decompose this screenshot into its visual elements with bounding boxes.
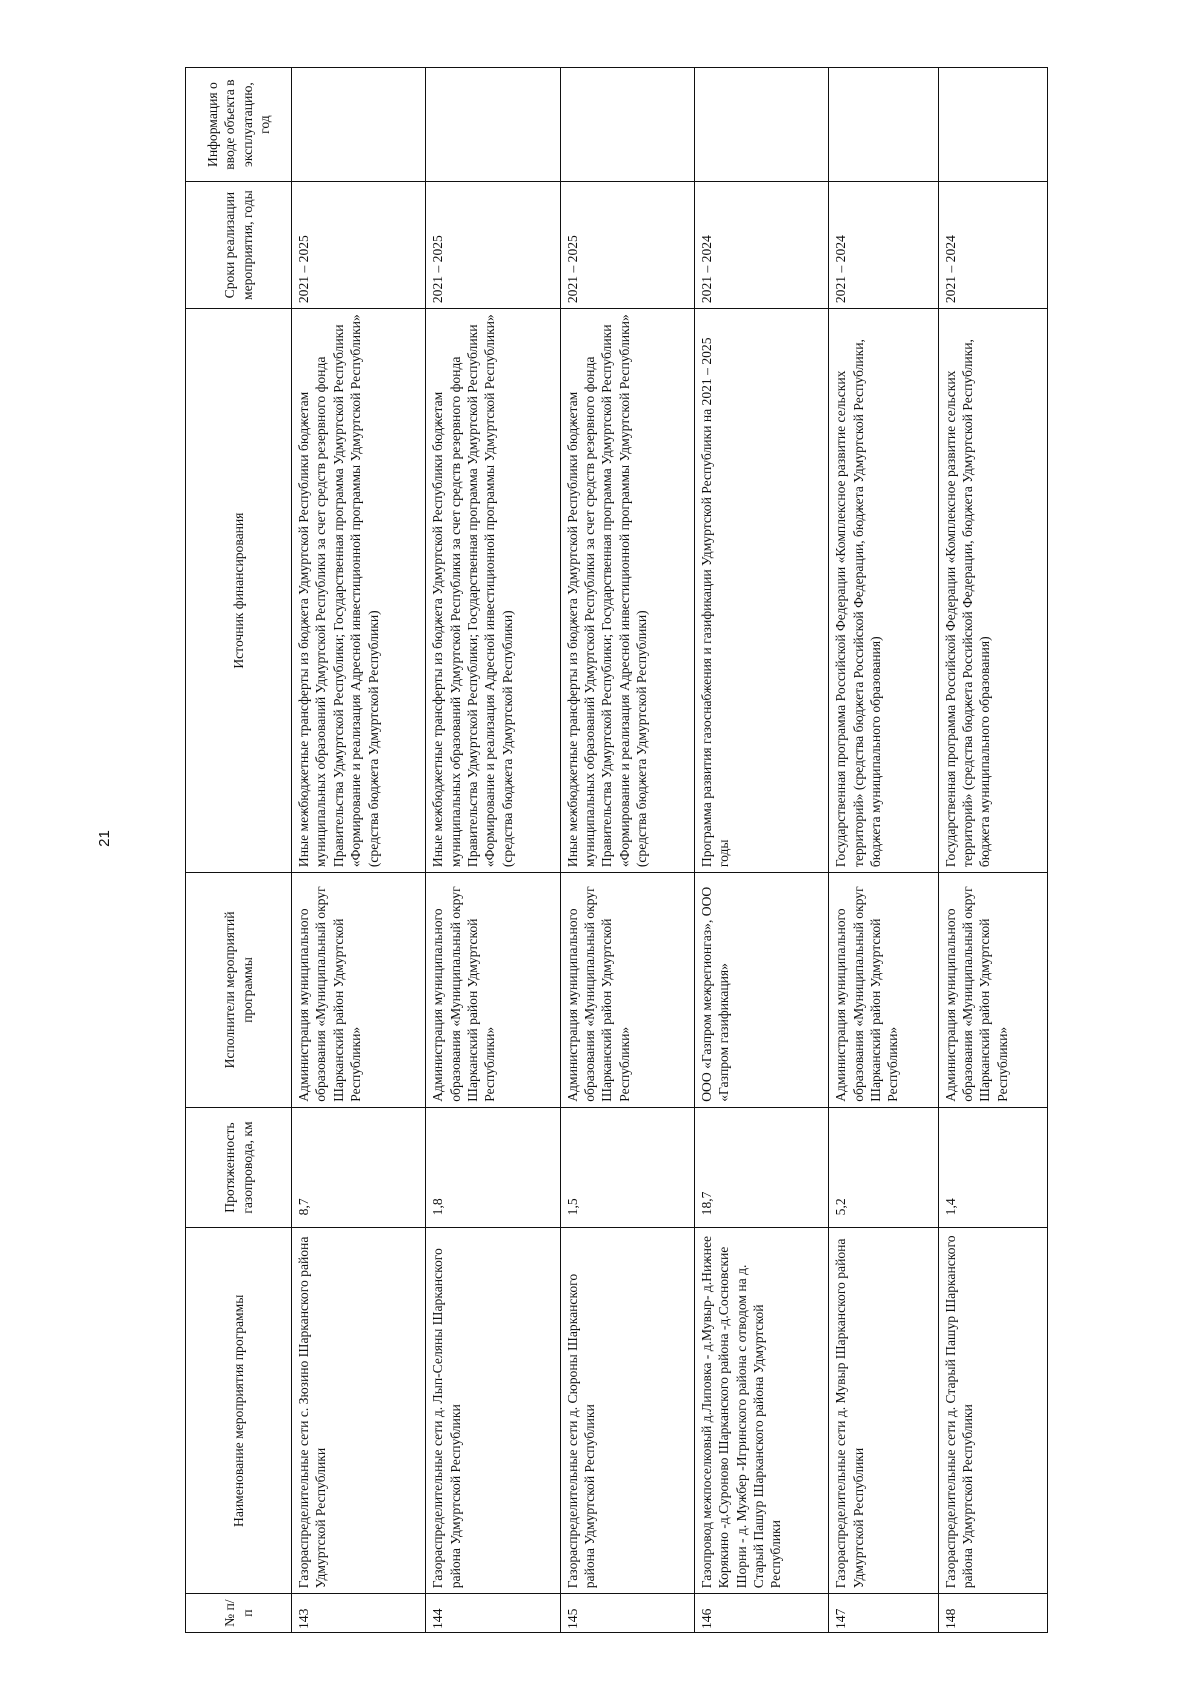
row-executors: Администрация муниципального образования «Муниципальный округ Шарканский район Удмуртской Республики» [829, 873, 938, 1108]
table-row [694, 68, 828, 1633]
table-row [426, 68, 560, 1633]
row-name: Газораспределительные сети д. Мувыр Шарканского района Удмуртской Республики [829, 1228, 938, 1594]
row-number: 144 [426, 1594, 560, 1633]
row-source: Иные межбюджетные трансферты из бюджета Удмуртской Республики бюджетам муниципальных образований Удмуртской Республики за счет средств резервного фонда Правительства Удмуртской Республики; Государственная программа Удмуртской Республики «Формирование и реализация Адресной инвестиционной программы Удмуртской Республики» (средства бюджета Удмуртской Республики) [426, 309, 560, 873]
row-name: Газораспределительные сети с. Зюзино Шарканского района Удмуртской Республики [292, 1228, 426, 1594]
row-length: 5,2 [829, 1107, 938, 1228]
row-source: Иные межбюджетные трансферты из бюджета Удмуртской Республики бюджетам муниципальных образований Удмуртской Республики за счет средств резервного фонда Правительства Удмуртской Республики; Государственная программа Удмуртской Республики «Формирование и реализация Адресной инвестиционной программы Удмуртской Республики» (средства бюджета Удмуртской Республики) [292, 309, 426, 873]
table-header-row [186, 68, 292, 1633]
rotated-table-container [185, 67, 1048, 1633]
row-period: 2021 – 2024 [829, 182, 938, 309]
row-name: Газопровод межпоселковый д.Липовка - д.Мувыр- д.Нижнее Корякино -д.Суроново Шарканского района -д.Сосновские Шорни - д. Мужбер -Игринского района с отводом на д. Старый Пашур Шарканского района Удмуртской Республики [694, 1228, 828, 1594]
header-period: Сроки реализации мероприятия, годы [186, 182, 292, 309]
row-period: 2021 – 2025 [426, 182, 560, 309]
row-length: 1,8 [426, 1107, 560, 1228]
header-length: Протяженность газопровода, км [186, 1107, 292, 1228]
header-number: № п/п [186, 1594, 292, 1633]
row-info [292, 68, 426, 182]
row-source: Иные межбюджетные трансферты из бюджета Удмуртской Республики бюджетам муниципальных образований Удмуртской Республики за счет средств резервного фонда Правительства Удмуртской Республики; Государственная программа Удмуртской Республики «Формирование и реализация Адресной инвестиционной программы Удмуртской Республики» (средства бюджета Удмуртской Республики) [560, 309, 694, 873]
row-source: Программа развития газоснабжения и газификации Удмуртской Республики на 2021 – 2025 годы [694, 309, 828, 873]
row-info [829, 68, 938, 182]
row-info [938, 68, 1047, 182]
row-length: 1,4 [938, 1107, 1047, 1228]
page-number: 21 [95, 830, 113, 847]
header-info: Информация о вводе объекта в эксплуатацию, год [186, 68, 292, 182]
row-length: 18,7 [694, 1107, 828, 1228]
row-period: 2021 – 2025 [560, 182, 694, 309]
header-name: Наименование мероприятия программы [186, 1228, 292, 1594]
row-executors: ООО «Газпром межрегионгаз», ООО «Газпром газификация» [694, 873, 828, 1108]
row-info [694, 68, 828, 182]
header-source: Источник финансирования [186, 309, 292, 873]
row-length: 1,5 [560, 1107, 694, 1228]
row-period: 2021 – 2025 [292, 182, 426, 309]
row-name: Газораспределительные сети д. Лып-Селяны Шарканского района Удмуртской Республики [426, 1228, 560, 1594]
row-executors: Администрация муниципального образования «Муниципальный округ Шарканский район Удмуртской Республики» [426, 873, 560, 1108]
row-number: 147 [829, 1594, 938, 1633]
table-row [938, 68, 1047, 1633]
program-table [185, 67, 1048, 1633]
table-row [292, 68, 426, 1633]
row-number: 143 [292, 1594, 426, 1633]
row-period: 2021 – 2024 [694, 182, 828, 309]
row-number: 146 [694, 1594, 828, 1633]
row-executors: Администрация муниципального образования «Муниципальный округ Шарканский район Удмуртской Республики» [560, 873, 694, 1108]
row-executors: Администрация муниципального образования «Муниципальный округ Шарканский район Удмуртской Республики» [292, 873, 426, 1108]
row-name: Газораспределительные сети д. Старый Пашур Шарканского района Удмуртской Республики [938, 1228, 1047, 1594]
row-number: 145 [560, 1594, 694, 1633]
row-executors: Администрация муниципального образования «Муниципальный округ Шарканский район Удмуртской Республики» [938, 873, 1047, 1108]
row-source: Государственная программа Российской Федерации «Комплексное развитие сельских территорий» (средства бюджета Российской Федерации, бюджета Удмуртской Республики, бюджета муниципального образования) [829, 309, 938, 873]
row-info [426, 68, 560, 182]
row-period: 2021 – 2024 [938, 182, 1047, 309]
table-row [560, 68, 694, 1633]
row-length: 8,7 [292, 1107, 426, 1228]
header-executors: Исполнители мероприятий программы [186, 873, 292, 1108]
row-info [560, 68, 694, 182]
table-row [829, 68, 938, 1633]
row-name: Газораспределительные сети д. Сюроны Шарканского района Удмуртской Республики [560, 1228, 694, 1594]
row-source: Государственная программа Российской Федерации «Комплексное развитие сельских территорий» (средства бюджета Российской Федерации, бюджета Удмуртской Республики, бюджета муниципального образования) [938, 309, 1047, 873]
row-number: 148 [938, 1594, 1047, 1633]
